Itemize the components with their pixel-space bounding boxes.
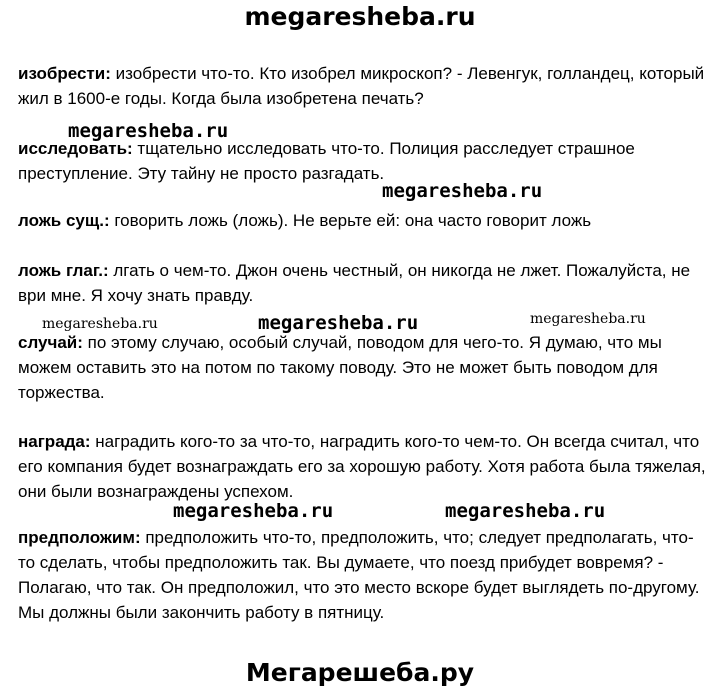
watermark: megaresheba.ru [530, 311, 646, 327]
watermark: megaresheba.ru [445, 500, 606, 522]
site-header: megaresheba.ru [244, 2, 476, 31]
entry-definition: тщательно исследовать что-то. Полиция расследует страшное преступление. Эту тайну не просто разгадать. [18, 139, 635, 183]
watermark: megaresheba.ru [42, 316, 158, 332]
entry-suppose [18, 525, 708, 625]
entry-definition: наградить кого-то за что-то, наградить кого-то чем-то. Он всегда считал, что его компания будет вознаграждать его за хорошую работу. Хотя работа была тяжелая, они были вознаграждены успехом. [18, 432, 706, 501]
entry-term: предположим: [18, 528, 141, 547]
watermark: megaresheba.ru [258, 312, 419, 334]
entry-term: ложь глаг.: [18, 261, 109, 280]
entry-term: случай: [18, 333, 83, 352]
watermark: megaresheba.ru [173, 500, 334, 522]
entry-definition: предположить что-то, предположить, что; следует предполагать, что-то сделать, чтобы предположить так. Вы думаете, что поезд прибудет вовремя? - Полагаю, что так. Он предположил, что это место вскоре будет выглядеть по-другому. Мы должны были закончить работу в пятницу. [18, 528, 700, 622]
entry-lie-noun [18, 208, 708, 233]
entry-definition: по этому случаю, особый случай, поводом для чего-то. Я думаю, что мы можем оставить это на потом по такому поводу. Это не может быть поводом для торжества. [18, 333, 662, 402]
watermark: megaresheba.ru [68, 120, 229, 142]
entry-definition: лгать о чем-то. Джон очень честный, он никогда не лжет. Пожалуйста, не ври мне. Я хочу знать правду. [18, 261, 691, 305]
entry-term: награда: [18, 432, 91, 451]
site-footer: Мегарешеба.ру [245, 658, 475, 687]
entry-definition: говорить ложь (ложь). Не верьте ей: она часто говорит ложь [109, 211, 592, 230]
entry-term: исследовать: [18, 139, 133, 158]
entry-term: ложь сущ.: [18, 211, 110, 230]
entry-term: изобрести: [18, 64, 111, 83]
entry-investigate [18, 136, 708, 186]
entry-reward [18, 429, 708, 504]
entry-occasion [18, 330, 708, 405]
entry-lie-verb [18, 258, 708, 308]
watermark: megaresheba.ru [382, 180, 543, 202]
entry-definition: изобрести что-то. Кто изобрел микроскоп? - Левенгук, голландец, который жил в 1600-е годы. Когда была изобретена печать? [18, 64, 705, 108]
entry-invent [18, 61, 708, 111]
